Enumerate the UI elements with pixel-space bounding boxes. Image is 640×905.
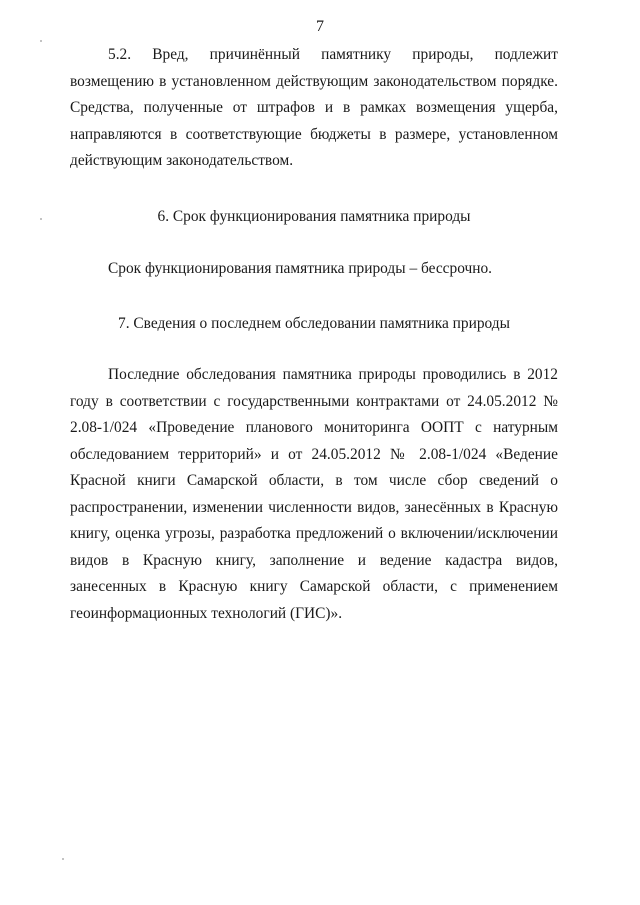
paragraph-5-2-text: 5.2. Вред, причинённый памятнику природы, подлежит возмещению в установленном действующим законодательством порядке. Средства, полученные от штрафов и в рамках возмещения ущерба, направляются в соответствующие бюджеты в размере, установленном действующим законодательством. bbox=[70, 46, 558, 169]
section-7-heading: 7. Сведения о последнем обследовании памятника природы bbox=[118, 315, 510, 332]
paragraph-7 bbox=[70, 362, 558, 627]
paragraph-6-text: Срок функционирования памятника природы – бессрочно. bbox=[108, 260, 493, 277]
paragraph-7-text: Последние обследования памятника природы проводились в 2012 году в соответствии с государственными контрактами от 24.05.2012 № 2.08-1/024 «Проведение планового мониторинга ООПТ с натурным обследованием территорий» и от 24.05.2012 № 2.08-1/024 «Ведение Красной книги Самарской области, в том числе сбор сведений о распространении, изменении численности видов, занесённых в Красную книгу, оценка угрозы, разработка предложений о включении/исключении видов в Красную книгу, заполнение и ведение кадастра видов, занесенных в Красную книгу Самарской области, с применением геоинформационных технологий (ГИС)». bbox=[70, 366, 558, 622]
paragraph-5-2 bbox=[70, 42, 558, 175]
paragraph-6 bbox=[70, 256, 558, 283]
section-6-heading: 6. Срок функционирования памятника природы bbox=[157, 208, 471, 225]
scan-speck bbox=[40, 218, 42, 220]
scan-speck bbox=[62, 858, 64, 860]
scan-speck bbox=[40, 40, 42, 42]
page-number: 7 bbox=[316, 18, 324, 35]
